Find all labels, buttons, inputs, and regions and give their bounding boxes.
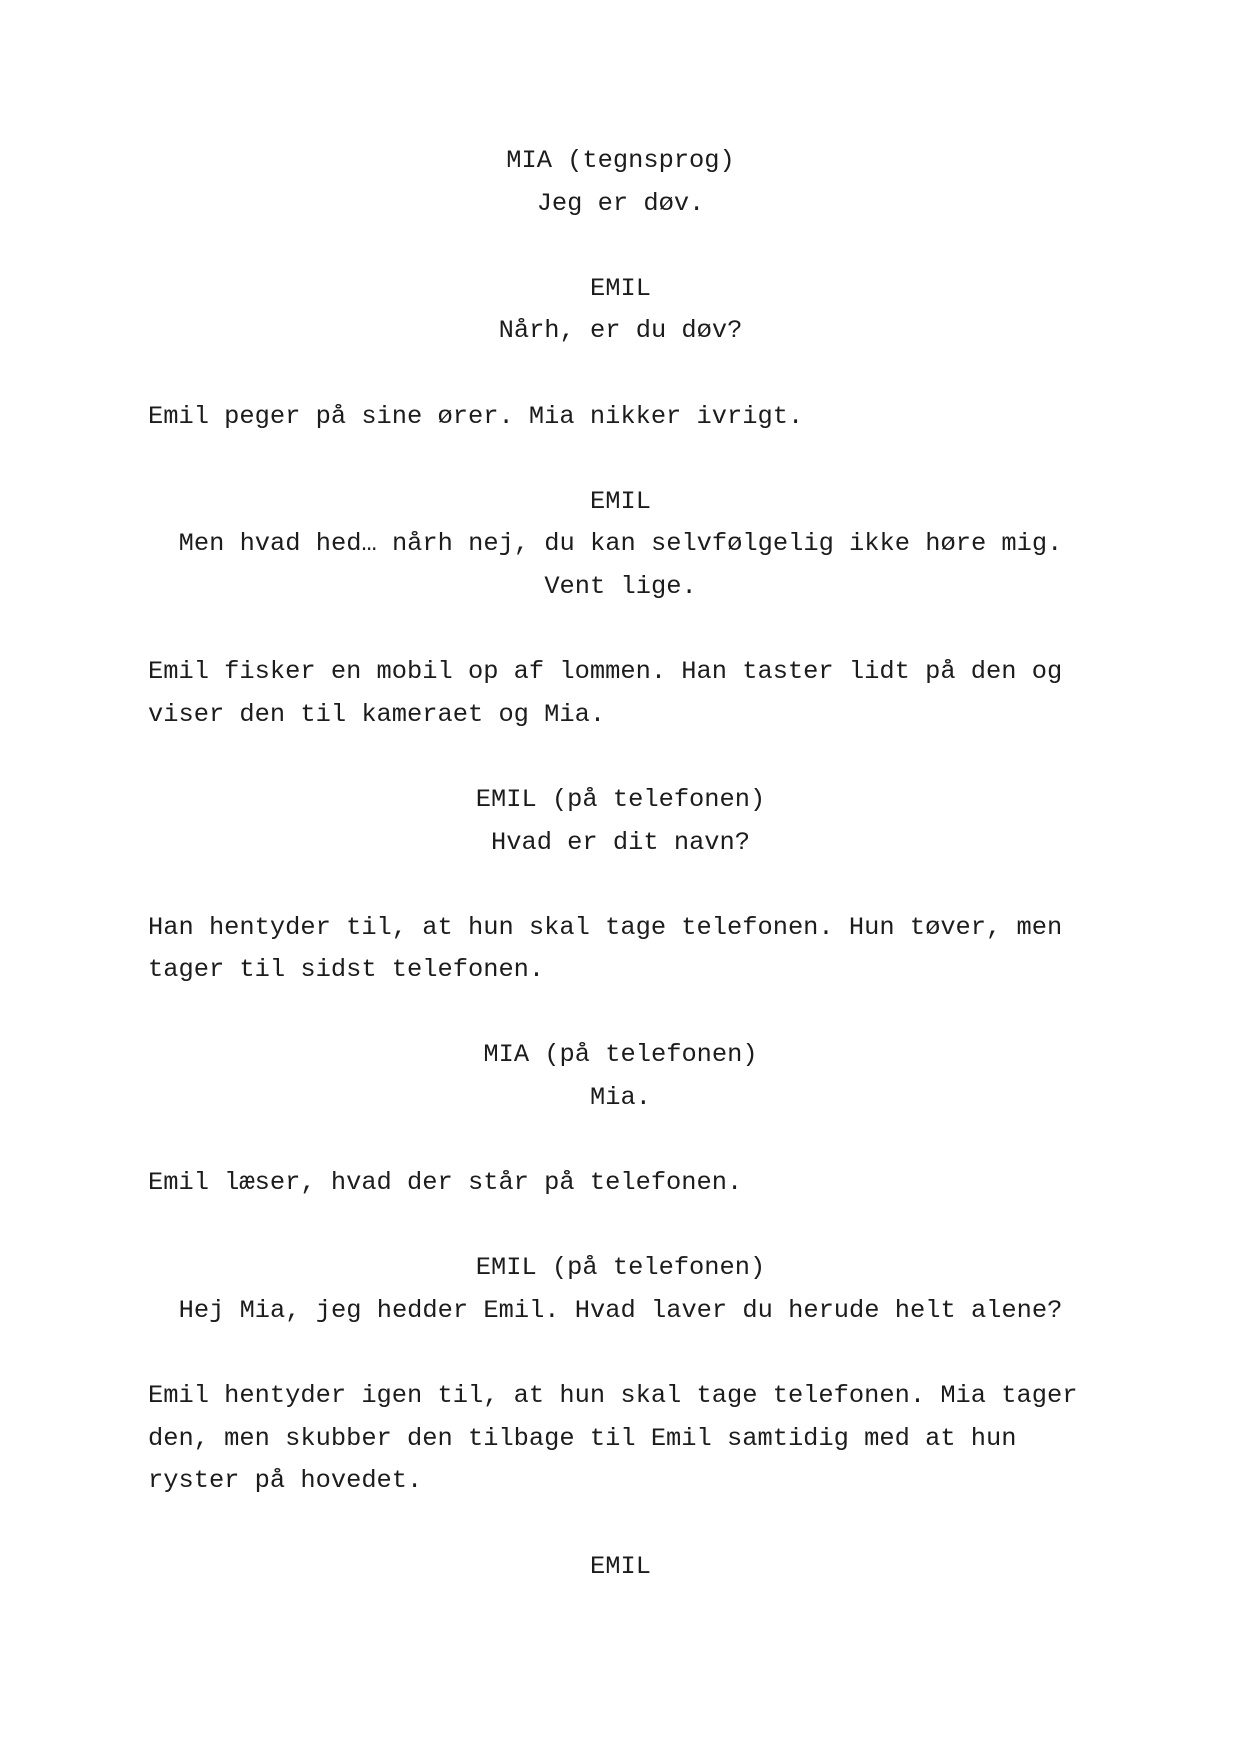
character-name: EMIL — [590, 1551, 651, 1581]
character-name: MIA (tegnsprog) — [506, 146, 735, 175]
action-line: Han hentyder til, at hun skal tage telefonen. Hun tøver, men — [148, 912, 1063, 942]
dialogue-block — [0, 1247, 1241, 1332]
dialogue-line: Nårh, er du døv? — [498, 316, 743, 346]
character-name: EMIL — [590, 486, 651, 516]
dialogue-block — [0, 1034, 1241, 1119]
action-block — [148, 1375, 1241, 1503]
dialogue-block — [0, 779, 1241, 864]
action-block — [148, 907, 1241, 992]
action-line: tager til sidst telefonen. — [148, 955, 545, 985]
dialogue-block — [0, 140, 1241, 225]
dialogue-block — [0, 268, 1241, 353]
action-line: Emil læser, hvad der står på telefonen. — [148, 1168, 743, 1198]
action-line: ryster på hovedet. — [148, 1466, 423, 1496]
dialogue-block — [0, 481, 1241, 609]
action-line: Emil peger på sine ører. Mia nikker ivrigt. — [148, 401, 804, 431]
character-name: EMIL — [590, 273, 651, 303]
action-block — [148, 1162, 1241, 1205]
dialogue-line: Hvad er dit navn? — [490, 827, 751, 857]
character-name: EMIL (på telefonen) — [475, 784, 766, 814]
character-name: MIA (på telefonen) — [483, 1040, 758, 1070]
action-line: Emil fisker en mobil op af lommen. Han taster lidt på den og — [148, 657, 1063, 687]
dialogue-line: Mia. — [590, 1083, 651, 1113]
dialogue-line: Men hvad hed… nårh nej, du kan selvfølgelig ikke høre mig. — [178, 529, 1063, 559]
dialogue-line: Jeg er døv. — [536, 188, 705, 218]
character-name: EMIL (på telefonen) — [475, 1253, 766, 1283]
action-block — [148, 651, 1241, 736]
action-line: viser den til kameraet og Mia. — [148, 699, 606, 729]
dialogue-block — [0, 1546, 1241, 1589]
action-block — [148, 396, 1241, 439]
action-line: Emil hentyder igen til, at hun skal tage telefonen. Mia tager — [148, 1381, 1078, 1411]
dialogue-line: Vent lige. — [544, 571, 697, 601]
dialogue-line: Hej Mia, jeg hedder Emil. Hvad laver du herude helt alene? — [178, 1296, 1063, 1326]
action-line: den, men skubber den tilbage til Emil samtidig med at hun — [148, 1423, 1017, 1453]
